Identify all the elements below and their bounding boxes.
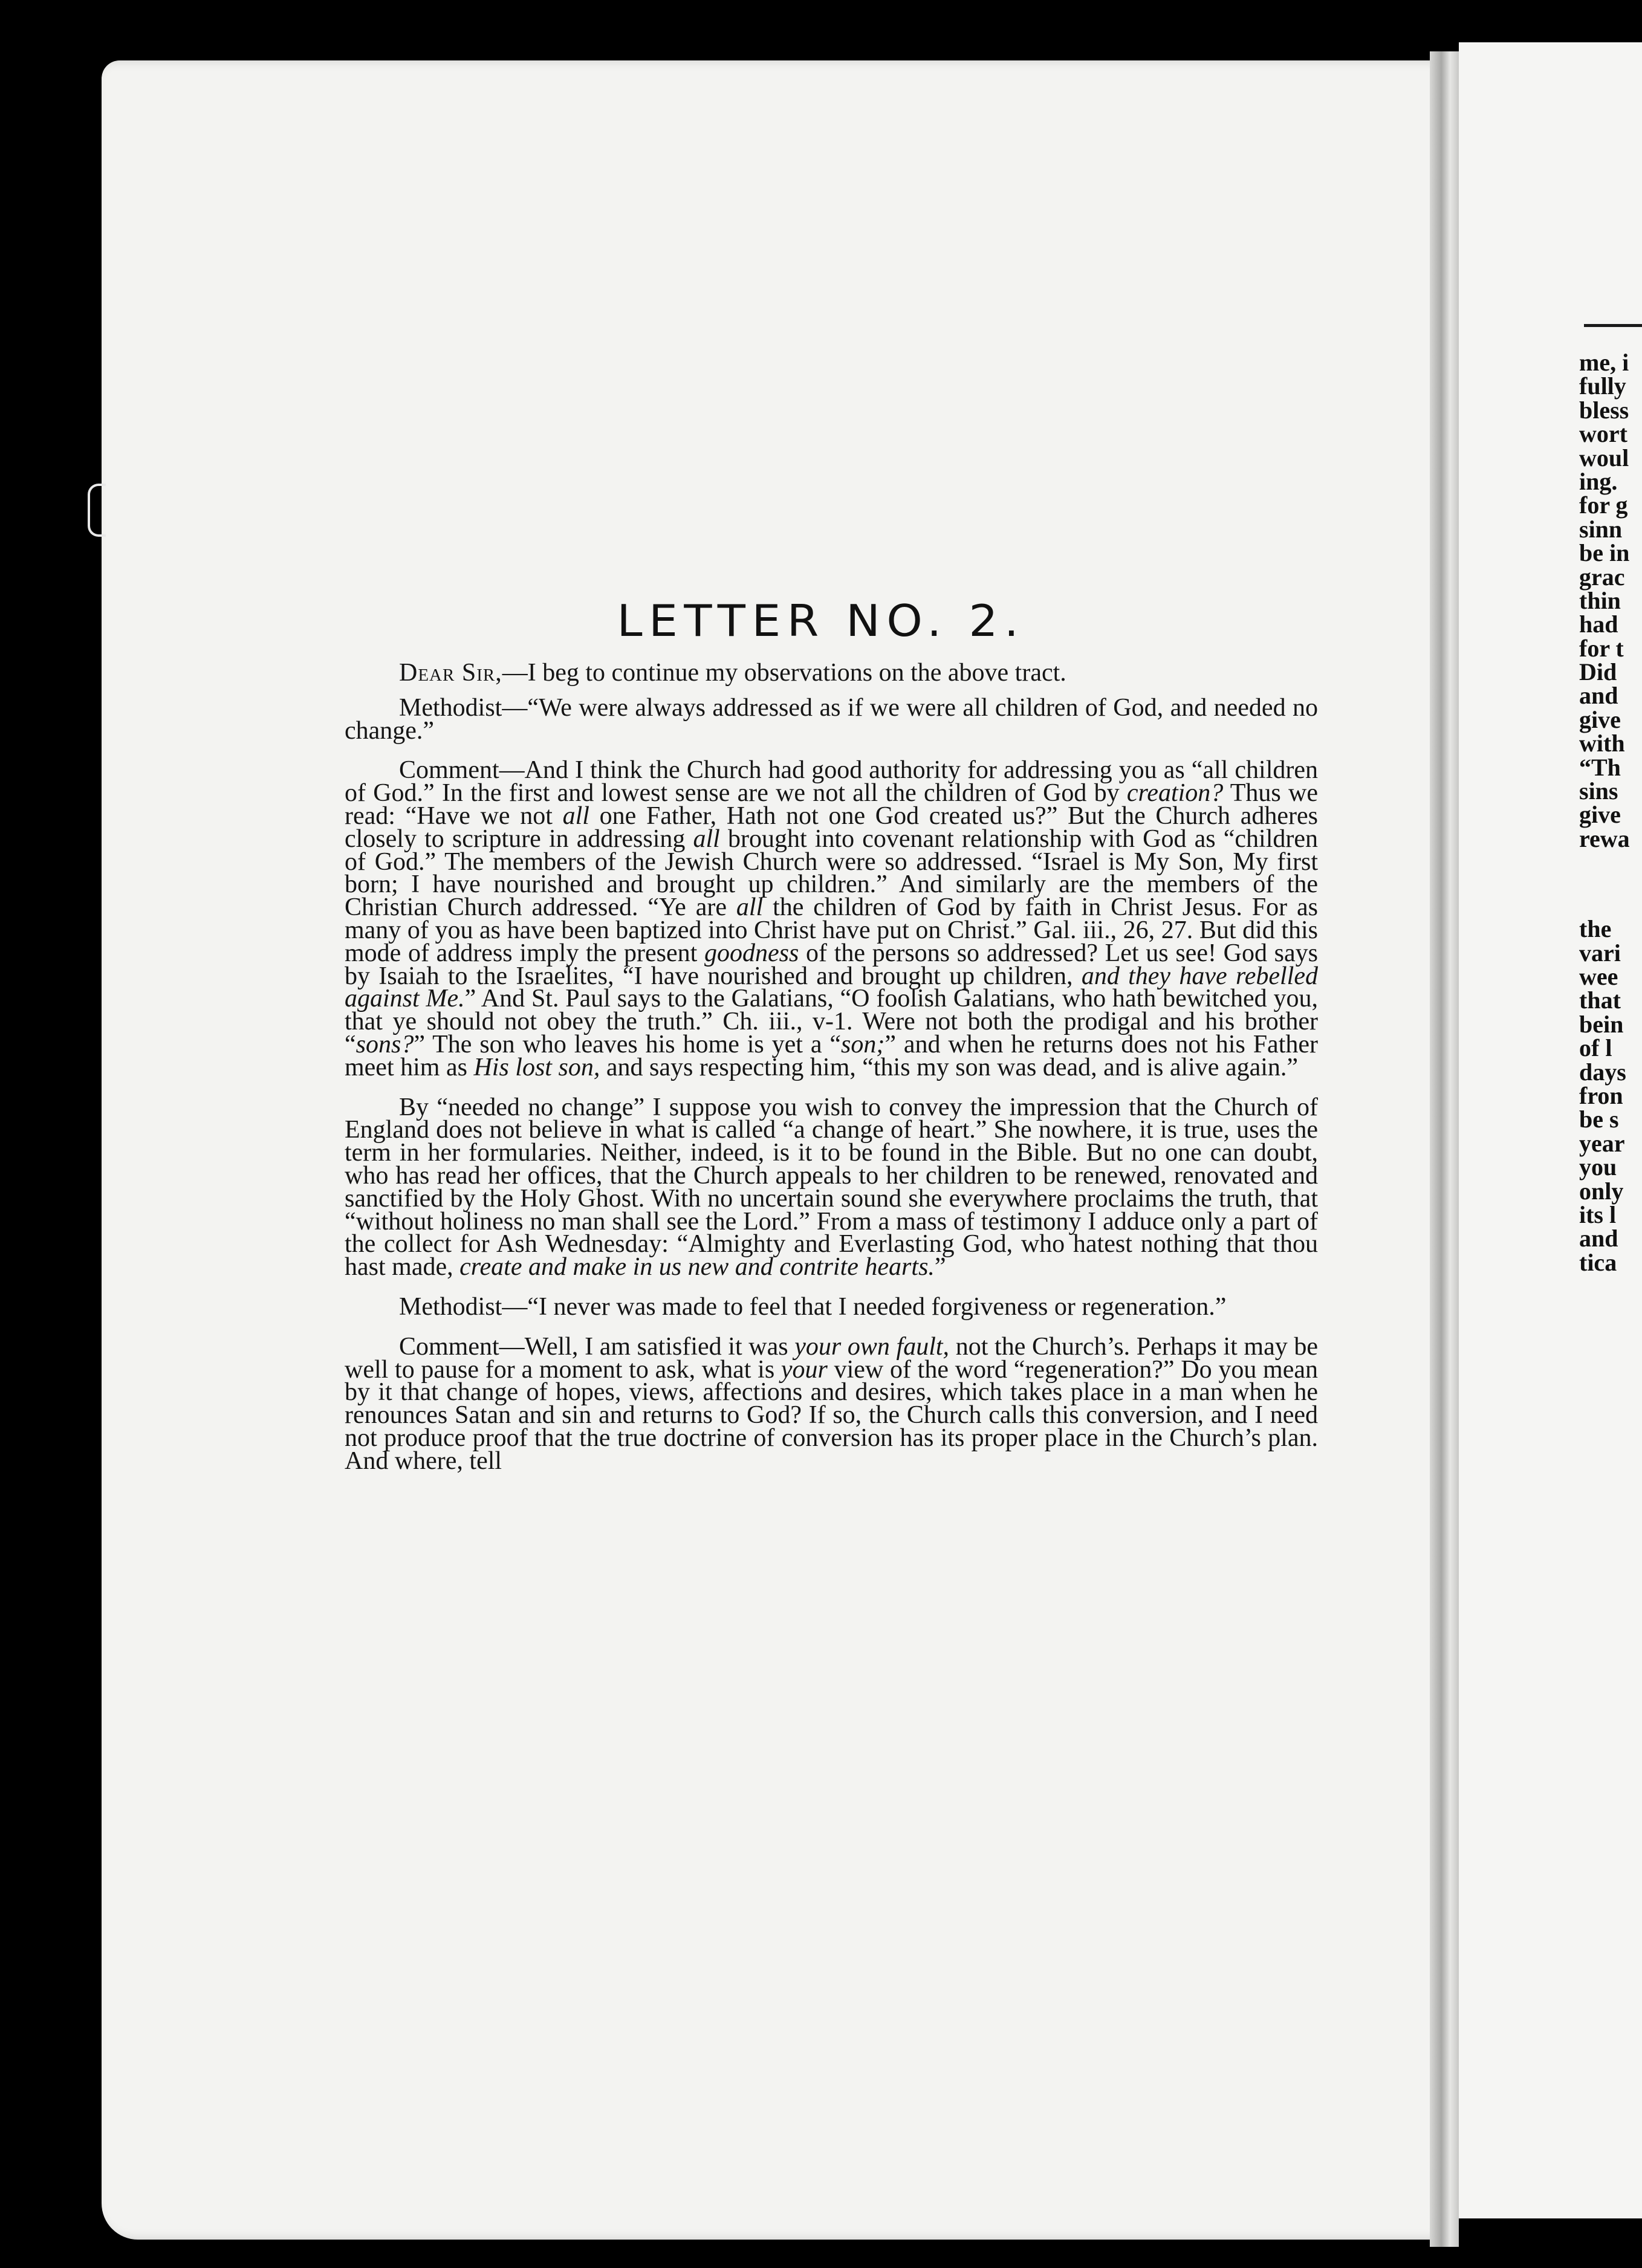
paragraph-list (345, 693, 1318, 1475)
text-run: ” The son who leaves his home is yet a “ (414, 1030, 842, 1058)
paragraph (345, 1332, 1318, 1475)
italic-text: your (780, 1355, 828, 1384)
speaker-label: Comment— (399, 1332, 525, 1361)
italic-text: all (736, 893, 764, 922)
italic-text: create and make in us new and contrite hearts. (459, 1253, 935, 1281)
facing-page-line: you (1579, 1153, 1617, 1181)
text-run: the children of God by faith in Christ Jesus. For as many of you as have been baptized into Christ have put on Christ.” Gal. iii., 26, 27. But did this mode of address imply the present (345, 893, 1318, 967)
facing-page-line: for g (1579, 491, 1628, 519)
text-run: Thus we read: “Have we not (345, 779, 1318, 830)
text-run: Well, I am satisfied it was (524, 1332, 795, 1361)
italic-text: creation? (1126, 779, 1224, 808)
facing-page-line: be s (1579, 1106, 1619, 1133)
italic-text: goodness (704, 939, 799, 967)
text-run: not the Church’s. Perhaps it may be well to pause for a moment to ask, what is (345, 1332, 1318, 1384)
page-fold (1430, 51, 1459, 2247)
facing-page-line: vari (1579, 939, 1621, 967)
paragraph (345, 1292, 1318, 1321)
facing-page-line: and (1579, 1225, 1618, 1252)
paragraph (345, 756, 1318, 1081)
facing-page-line: ing. (1579, 467, 1618, 495)
facing-page-line: Did (1579, 658, 1617, 686)
letter-body (345, 659, 1318, 1490)
text-run: brought into covenant relationship with God as “children of God.” The members of the Jewish Church were so addressed. “Israel is My Son, My first born; I have nourished and brought up children.” And similarly are the members of the Christian Church addressed. “Ye are (345, 825, 1318, 922)
paragraph (345, 1093, 1318, 1281)
text-run: ” (934, 1253, 946, 1281)
italic-text: son; (841, 1030, 885, 1058)
facing-page-line: give (1579, 801, 1621, 829)
facing-page-line: year (1579, 1129, 1625, 1157)
facing-page-line: wee (1579, 962, 1618, 990)
salutation-rest: —I beg to continue my observations on the above tract. (502, 659, 1066, 687)
text-run: of the persons so addressed? Let us see! God says by Isaiah to the Israelites, “I have nourished and brought up children, (345, 939, 1318, 990)
text-run: “I never was made to feel that I needed forgiveness or regeneration.” (527, 1292, 1227, 1321)
facing-page-line: had (1579, 611, 1618, 638)
letter-heading: LETTER NO. 2. (617, 595, 1025, 646)
facing-page-line: fron (1579, 1081, 1623, 1109)
italic-text: all (562, 802, 589, 830)
facing-page-text (1579, 351, 1642, 1274)
facing-page-line: that (1579, 987, 1621, 1014)
facing-page-line: me, i (1579, 351, 1629, 376)
italic-text: all (693, 825, 720, 853)
paragraph (345, 693, 1318, 745)
text-run: “We were always addressed as if we were all children of God, and needed no change.” (345, 693, 1318, 745)
facing-page-rule (1584, 324, 1642, 327)
facing-page-line: bless (1579, 396, 1629, 424)
salutation-label: Dear Sir, (399, 659, 502, 687)
speaker-label: Methodist— (399, 1292, 528, 1321)
italic-text: sons? (355, 1030, 414, 1058)
facing-page-line: be in (1579, 539, 1630, 567)
facing-page-line: give (1579, 705, 1621, 733)
facing-page-line: bein (1579, 1010, 1624, 1038)
speaker-label: Comment— (399, 756, 525, 785)
text-run: ” And St. Paul says to the Galatians, “O foolish Galatians, who hath bewitched you, that ye should not obey the truth.” Ch. iii., v-1. Were not both the prodigal and his brother “ (345, 985, 1318, 1058)
italic-text: His lost son, (473, 1053, 600, 1081)
facing-page-line: rewa (1579, 825, 1630, 852)
facing-page-line: with (1579, 730, 1625, 757)
speaker-label: Methodist— (399, 693, 528, 722)
facing-page-line: “Th (1579, 753, 1621, 781)
facing-page-line: for t (1579, 634, 1624, 662)
facing-page-line: of l (1579, 1034, 1612, 1062)
facing-page-line: grac (1579, 563, 1625, 591)
facing-page-line: tica (1579, 1248, 1617, 1275)
italic-text: your own fault, (794, 1332, 950, 1361)
facing-page-line: thin (1579, 586, 1621, 614)
facing-page-line: the (1579, 915, 1612, 943)
salutation (345, 659, 1318, 687)
facing-page-line: sins (1579, 777, 1618, 805)
text-run: and says respecting him, “this my son was dead, and is alive again.” (600, 1053, 1299, 1081)
facing-page-gap (1579, 850, 1642, 917)
facing-page-line: days (1579, 1058, 1626, 1086)
facing-page-line: and (1579, 682, 1618, 710)
facing-page-line: fully (1579, 372, 1626, 400)
text-run: By “needed no change” I suppose you wish to convey the impression that the Church of England does not believe in what is called “a change of heart.” She nowhere, it is true, uses the term in her formularies. Neither, indeed, is it to be found in the Bible. But no one can doubt, who has read her offices, that the Church appeals to her children to be renewed, renovated and sanctified by the Holy Ghost. With no uncertain sound she everywhere proclaims the truth, that “without holiness no man shall see the Lord.” From a mass of testimony I adduce only a part of the collect for Ash Wednesday: “Almighty and Everlasting God, who hatest nothing that thou hast made, (345, 1093, 1318, 1281)
facing-page-line: its l (1579, 1200, 1617, 1228)
text-run: ” and when he returns does not his Father meet him as (345, 1030, 1318, 1081)
facing-page-line: wort (1579, 420, 1627, 448)
facing-page-line: only (1579, 1177, 1624, 1205)
italic-text: and they have rebelled against Me. (345, 962, 1318, 1013)
text-run: view of the word “regeneration?” Do you mean by it that change of hopes, views, affections and desires, which takes place in a man when he renounces Satan and sin and returns to God? If so, the Church calls this conversion, and I need not produce proof that the true doctrine of conversion has its proper place in the Church’s plan. And where, tell (345, 1355, 1318, 1475)
text-run: And I think the Church had good authority for addressing you as “all children of God.” In the first and lowest sense are we not all the children of God by (345, 756, 1318, 808)
facing-page-line: woul (1579, 444, 1629, 471)
binding-mark (88, 484, 106, 537)
facing-page-line: sinn (1579, 515, 1623, 543)
text-run: one Father, Hath not one God created us?” But the Church adheres closely to scripture in addressing (345, 802, 1318, 853)
